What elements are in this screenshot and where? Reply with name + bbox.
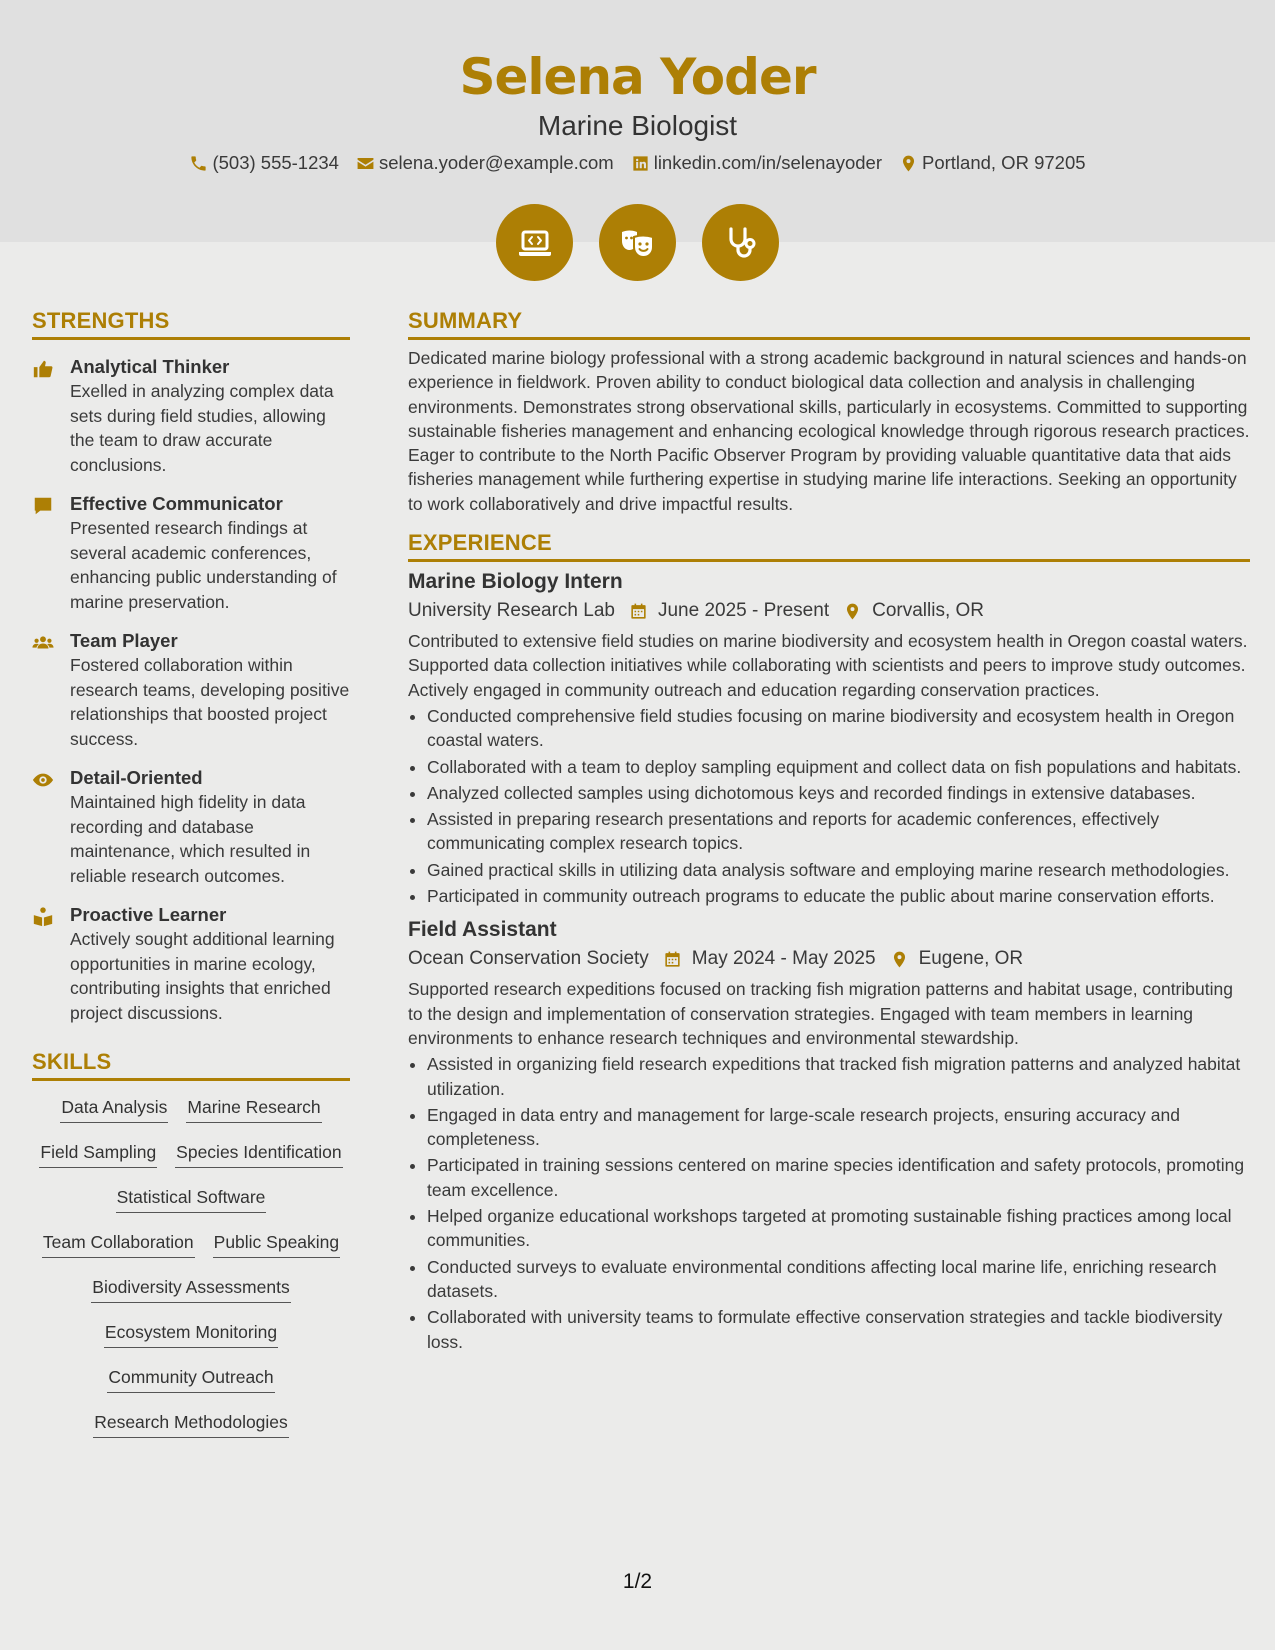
book-reader-icon	[32, 906, 54, 928]
job-title: Field Assistant	[408, 918, 557, 942]
calendar-icon	[629, 602, 648, 621]
contact-linkedin[interactable]	[631, 152, 882, 174]
job-dates: June 2025 - Present	[657, 600, 830, 622]
skill-tag: Research Methodologies	[93, 1412, 289, 1438]
contact-phone	[189, 152, 339, 174]
skill-tag: Community Outreach	[107, 1367, 274, 1393]
strength-desc: Maintained high fidelity in data recording and database maintenance, which resulted in reliable research outcomes.	[70, 792, 311, 886]
eye-icon	[32, 769, 54, 791]
job-title: Marine Biology Intern	[408, 570, 623, 594]
contact-email-text[interactable]: selena.yoder@example.com	[378, 152, 614, 173]
bullet-item: • Gained practical skills in utilizing data analysis software and employing marine research methodologies.	[427, 858, 1250, 882]
bullet-item: • Participated in training sessions centered on marine species identification and safety protocols, promoting team excellence.	[427, 1153, 1250, 1202]
strength-body	[70, 628, 350, 751]
strength-item	[32, 491, 350, 614]
strength-body	[70, 902, 350, 1025]
envelope-icon	[356, 154, 375, 173]
bullet-item: • Conducted surveys to evaluate environmental conditions affecting local marine life, enriching research datasets.	[427, 1255, 1250, 1304]
right-column	[408, 308, 1250, 1354]
strength-desc: Actively sought additional learning opportunities in marine ecology, contributing insights that enriched project discussions.	[70, 929, 335, 1023]
candidate-role: Marine Biologist	[537, 110, 738, 141]
strength-body	[70, 354, 350, 477]
contact-bar	[0, 152, 1275, 174]
strength-body	[70, 765, 350, 888]
job-entry	[408, 570, 1250, 908]
job-dates: May 2024 - May 2025	[691, 948, 876, 970]
badge-stethoscope	[702, 204, 779, 281]
job-entry	[408, 918, 1250, 1353]
map-pin-icon	[899, 154, 918, 173]
strength-title: Effective Communicator	[70, 493, 283, 514]
skill-tag: Marine Research	[186, 1097, 321, 1123]
strength-icon-wrap	[32, 491, 70, 614]
users-icon	[32, 632, 54, 654]
skill-tag: Public Speaking	[213, 1232, 341, 1258]
icon-badges	[0, 204, 1275, 281]
contact-location	[899, 152, 1086, 174]
laptop-code-icon	[515, 223, 555, 263]
experience-heading: EXPERIENCE	[408, 530, 1250, 562]
strength-item	[32, 902, 350, 1025]
skill-tag: Ecosystem Monitoring	[104, 1322, 278, 1348]
job-location: Corvallis, OR	[872, 600, 985, 622]
page-number: 1/2	[622, 1570, 653, 1593]
badge-laptop-code	[496, 204, 573, 281]
strength-icon-wrap	[32, 628, 70, 751]
strength-icon-wrap	[32, 902, 70, 1025]
phone-icon	[189, 154, 208, 173]
bullet-item: • Helped organize educational workshops targeted at promoting sustainable fishing practices among local communities.	[427, 1204, 1250, 1253]
bullet-item: • Engaged in data entry and management for large-scale research projects, ensuring accuracy and completeness.	[427, 1103, 1250, 1152]
left-column	[32, 308, 350, 1438]
bullet-item: • Participated in community outreach programs to educate the public about marine conservation efforts.	[427, 884, 1250, 908]
job-bullets	[427, 704, 1250, 908]
contact-location-text: Portland, OR 97205	[922, 152, 1086, 173]
contact-linkedin-text[interactable]: linkedin.com/in/selenayoder	[653, 152, 882, 173]
skill-tag: Field Sampling	[39, 1142, 157, 1168]
strengths-heading: STRENGTHS	[32, 308, 350, 340]
bullet-item: • Collaborated with university teams to formulate effective conservation strategies and tackle biodiversity loss.	[427, 1305, 1250, 1354]
contact-email[interactable]	[356, 152, 614, 174]
skill-tag: Statistical Software	[116, 1187, 267, 1213]
bullet-item: • Analyzed collected samples using dichotomous keys and recorded findings in extensive databases.	[427, 781, 1250, 805]
strength-item	[32, 354, 350, 477]
bullet-item: • Conducted comprehensive field studies focusing on marine biodiversity and ecosystem health in Oregon coastal waters.	[427, 704, 1250, 753]
strength-item	[32, 628, 350, 751]
strength-desc: Presented research findings at several academic conferences, enhancing public understanding of marine preservation.	[70, 518, 337, 612]
skills-list	[32, 1097, 350, 1438]
strength-title: Proactive Learner	[70, 904, 227, 925]
strength-icon-wrap	[32, 354, 70, 477]
job-description: Supported research expeditions focused on tracking fish migration patterns and habitat usage, contributing to the design and implementation of conservation strategies. Engaged with team members in learning environments to enhance research techniques and environmental stewardship.	[408, 979, 1233, 1048]
summary-heading: SUMMARY	[408, 308, 1250, 340]
bullet-item: • Assisted in organizing field research expeditions that tracked fish migration patterns and analyzed habitat utilization.	[427, 1052, 1250, 1101]
bullet-item: • Collaborated with a team to deploy sampling equipment and collect data on fish populations and habitats.	[427, 755, 1250, 779]
stethoscope-icon	[721, 223, 761, 263]
skills-heading: SKILLS	[32, 1049, 350, 1081]
skill-tag: Species Identification	[175, 1142, 342, 1168]
strength-title: Analytical Thinker	[70, 356, 230, 377]
strength-desc: Exelled in analyzing complex data sets during field studies, allowing the team to draw accurate conclusions.	[70, 381, 334, 475]
strength-body	[70, 491, 350, 614]
candidate-name: Selena Yoder	[459, 48, 816, 106]
map-pin-icon	[843, 602, 862, 621]
linkedin-icon	[631, 154, 650, 173]
theater-masks-icon	[618, 223, 658, 263]
strength-icon-wrap	[32, 765, 70, 888]
map-pin-icon	[890, 950, 909, 969]
strength-title: Detail-Oriented	[70, 767, 203, 788]
skill-tag: Data Analysis	[60, 1097, 168, 1123]
thumbs-up-icon	[32, 358, 54, 380]
job-company: University Research Lab	[408, 600, 615, 622]
comment-icon	[32, 495, 54, 517]
job-meta	[408, 600, 1250, 622]
job-meta	[408, 948, 1250, 970]
job-bullets	[427, 1052, 1250, 1354]
calendar-icon	[663, 950, 682, 969]
summary-text: Dedicated marine biology professional with a strong academic background in natural sciences and hands-on experience in fieldwork. Proven ability to conduct biological data collection and analysis in challenging environments. Demonstrates strong observational skills, particularly in ecosystems. Committed to supporting sustainable fisheries management and enhancing ecological knowledge through rigorous research practices. Eager to contribute to the North Pacific Observer Program by providing valuable quantitative data that aids fisheries management while furthering expertise in studying marine life interactions. Seeking an opportunity to work collaboratively and drive impactful results.	[408, 348, 1250, 514]
skill-tag: Team Collaboration	[42, 1232, 195, 1258]
bullet-item: • Assisted in preparing research presentations and reports for academic conferences, effectively communicating complex research topics.	[427, 807, 1250, 856]
job-company: Ocean Conservation Society	[408, 948, 649, 970]
skill-tag: Biodiversity Assessments	[91, 1277, 290, 1303]
strength-desc: Fostered collaboration within research teams, developing positive relationships that boosted project success.	[70, 655, 350, 749]
strength-item	[32, 765, 350, 888]
contact-phone-text: (503) 555-1234	[212, 152, 339, 173]
strength-title: Team Player	[70, 630, 178, 651]
job-location: Eugene, OR	[918, 948, 1024, 970]
badge-theater-masks	[599, 204, 676, 281]
job-description: Contributed to extensive field studies on marine biodiversity and ecosystem health in Oregon coastal waters. Supported data collection initiatives while collaborating with scientists and peers to improve study outcomes. Actively engaged in community outreach and education regarding conservation practices.	[408, 631, 1248, 700]
